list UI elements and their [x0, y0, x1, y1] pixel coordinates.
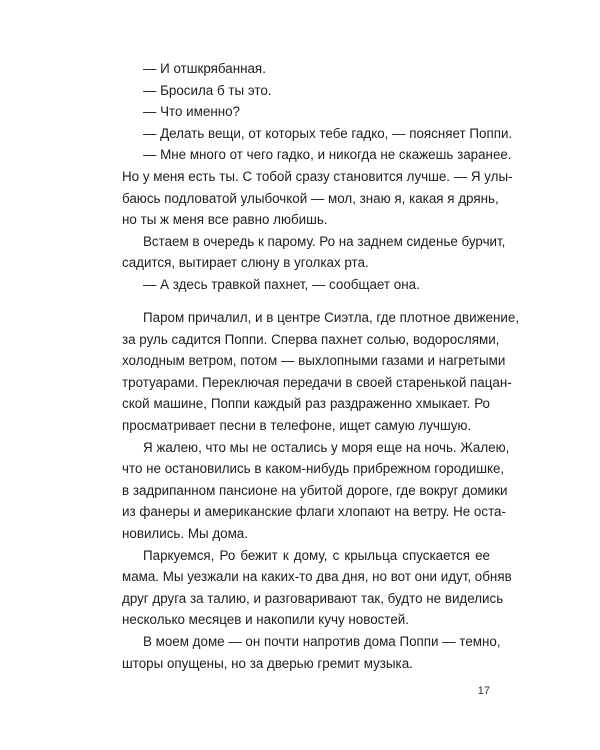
text-block-narrative [122, 307, 520, 674]
text-line: в задрипанном пансионе на убитой дороге, где вокруг домики [122, 482, 508, 498]
text-line: Но у меня есть ты. С тобой сразу становится лучше. — Я улы- [122, 168, 513, 184]
text-line: Паркуемся, Ро бежит к дому, с крыльца спускается ее [143, 547, 490, 563]
text-line: Встаем в очередь к парому. Ро на заднем сиденье бурчит, [143, 233, 506, 249]
text-line: — И отшкрябанная. [143, 61, 266, 76]
text-line: тротуарами. Переключая передачи в своей старенькой пацан- [122, 374, 512, 390]
text-line: шторы опущены, но за дверью гремит музыка. [122, 655, 413, 671]
page-number: 17 [477, 685, 490, 697]
text-line: холодным ветром, потом — выхлопными газами и нагретыми [122, 353, 506, 369]
text-line: В моем доме — он почти напротив дома Поппи — темно, [143, 633, 501, 649]
text-line: просматривает песни в телефоне, ищет самую лучшую. [122, 417, 472, 433]
text-line: садится, вытирает слюну в уголках рта. [122, 255, 369, 271]
text-line: баюсь подловатой улыбочкой — мол, знаю я, какая я дрянь, [122, 190, 499, 206]
text-line: но ты ж меня все равно любишь. [122, 212, 328, 228]
text-line: — Делать вещи, от которых тебе гадко, — поясняет Поппи. [143, 125, 513, 141]
text-line: — Что именно? [143, 104, 241, 120]
text-line: — Мне много от чего гадко, и никогда не скажешь заранее. [143, 147, 512, 163]
text-line: новились. Мы дома. [122, 525, 248, 541]
text-line: ской машине, Поппи каждый раз раздраженно хмыкает. Ро [122, 396, 490, 412]
text-line: — А здесь травкой пахнет, — сообщает она. [143, 276, 420, 292]
text-line: что не остановились в каком-нибудь прибрежном городишке, [122, 461, 505, 477]
text-line: мама. Мы уезжали на каких-то два дня, но вот они идут, обняв [122, 569, 512, 585]
text-line: — Бросила б ты это. [143, 82, 272, 98]
text-line: несколько месяцев и накопили кучу новостей. [122, 612, 409, 628]
text-line: Паром причалил, и в центре Сиэтла, где плотное движение, [143, 310, 520, 325]
text-line: друг друга за талию, и разговаривают так, будто не виделись [122, 590, 504, 606]
text-line: Я жалею, что мы не остались у моря еще на ночь. Жалею, [143, 439, 510, 455]
text-line: из фанеры и американские флаги хлопают на ветру. Не оста- [122, 504, 506, 520]
text-block-dialogue [122, 58, 513, 296]
text-line: за руль садится Поппи. Сперва пахнет солью, водорослями, [122, 331, 500, 347]
